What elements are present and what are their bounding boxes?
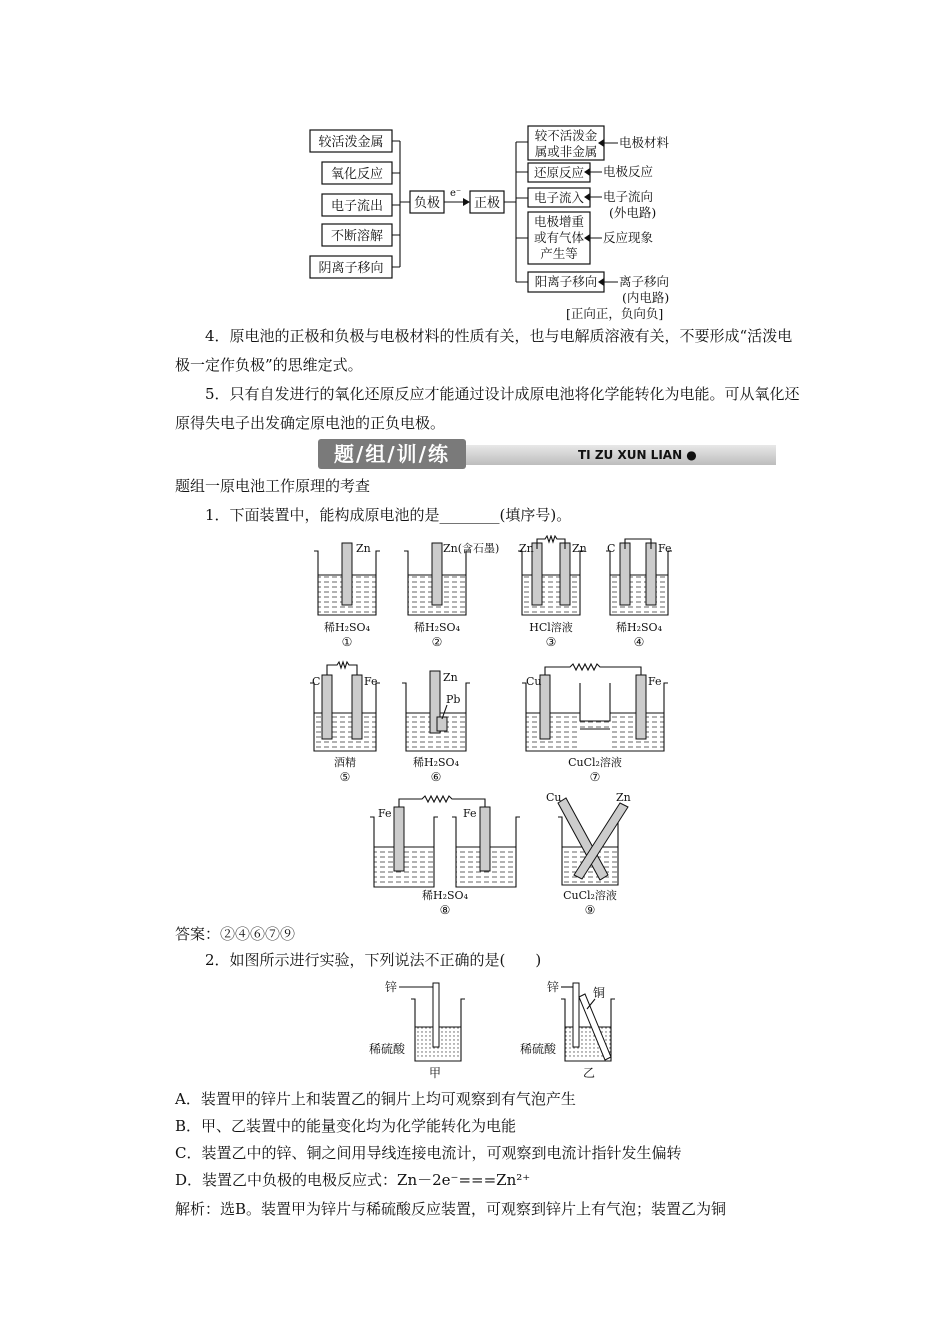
apparatus-figure [300, 535, 680, 920]
svg-text:⑤: ⑤ [339, 770, 351, 784]
svg-text:电子流出: 电子流出 [330, 199, 384, 214]
svg-text:①: ① [341, 635, 353, 649]
svg-text:Cu: Cu [526, 675, 542, 688]
svg-text:④: ④ [633, 635, 645, 649]
svg-text:锌: 锌 [547, 980, 560, 994]
positive-electrode-box [470, 191, 504, 213]
svg-text:⑧: ⑧ [439, 903, 451, 917]
svg-text:较不活泼金: 较不活泼金 [534, 128, 598, 143]
analysis: 解析：选B。装置甲为锌片与稀硫酸反应装置，可观察到锌片上有气泡；装置乙为铜 [175, 1200, 727, 1218]
option-a: A．装置甲的锌片上和装置乙的铜片上均可观察到有气泡产生 [175, 1090, 576, 1108]
svg-text:Zn: Zn [519, 542, 534, 555]
svg-text:③: ③ [545, 635, 557, 649]
svg-text:⑨: ⑨ [584, 903, 596, 917]
option-b: B．甲、乙装置中的能量变化均为化学能转化为电能 [175, 1117, 517, 1135]
apparatus-8 [370, 796, 520, 917]
right-box-reduction [528, 163, 590, 182]
svg-text:电子流向: 电子流向 [603, 189, 654, 204]
svg-text:稀H₂SO₄: 稀H₂SO₄ [413, 756, 459, 769]
svg-text:氧化反应: 氧化反应 [330, 167, 384, 182]
svg-text:Fe: Fe [658, 542, 672, 555]
svg-text:阳离子移向: 阳离子移向 [534, 274, 598, 289]
right-box-cation [528, 272, 604, 292]
banner-title: 题/组/训/练 [318, 439, 466, 469]
option-c: C．装置乙中的锌、铜之间用导线连接电流计，可观察到电流计指针发生偏转 [175, 1144, 682, 1162]
svg-text:电极反应: 电极反应 [603, 164, 654, 179]
svg-text:稀硫酸: 稀硫酸 [369, 1042, 406, 1056]
svg-text:或有气体: 或有气体 [533, 230, 585, 245]
svg-text:乙: 乙 [583, 1066, 596, 1080]
svg-text:稀H₂SO₄: 稀H₂SO₄ [414, 621, 460, 634]
question-2: 2．如图所示进行实验，下列说法不正确的是( ) [205, 951, 542, 969]
point-5: 5．只有自发进行的氧化还原反应才能通过设计成原电池将化学能转化为电能。可从氧化还原得失电子出发确定原电池的正负电极。 [175, 385, 800, 432]
svg-text:CuCl₂溶液: CuCl₂溶液 [568, 756, 622, 769]
svg-text:铜: 铜 [593, 986, 606, 1000]
zinc-copper-figure [365, 975, 635, 1085]
svg-text:较活泼金属: 较活泼金属 [318, 135, 384, 150]
banner-subtitle: TI ZU XUN LIAN ● [578, 448, 697, 462]
svg-text:酒精: 酒精 [334, 756, 356, 769]
svg-text:⑥: ⑥ [430, 770, 442, 784]
svg-text:Fe: Fe [648, 675, 662, 688]
right-box-electron-in [528, 188, 590, 207]
svg-text:Zn: Zn [572, 542, 587, 555]
svg-text:电子流入: 电子流入 [533, 190, 585, 205]
svg-text:C: C [607, 542, 616, 555]
svg-text:Zn(含石墨): Zn(含石墨) [443, 542, 500, 555]
point-4: 4．原电池的正极和负极与电极材料的性质有关，也与电解质溶液有关，不要形成“活泼电极一定作负极”的思维定式。 [175, 327, 793, 374]
svg-text:②: ② [431, 635, 443, 649]
left-box-2 [322, 162, 392, 184]
svg-text:反应现象: 反应现象 [603, 230, 654, 245]
svg-text:HCl溶液: HCl溶液 [529, 621, 573, 634]
beaker-jia [369, 979, 465, 1080]
svg-text:离子移向: 离子移向 [619, 274, 670, 289]
svg-text:锌: 锌 [385, 980, 398, 994]
svg-text:Fe: Fe [463, 807, 477, 820]
svg-text:正极: 正极 [473, 196, 501, 211]
electrode-concept-diagram [300, 120, 700, 325]
svg-text:Fe: Fe [364, 675, 378, 688]
svg-text:(外电路): (外电路) [609, 205, 657, 220]
apparatus-3 [518, 536, 587, 649]
svg-text:属或非金属: 属或非金属 [534, 144, 598, 159]
svg-text:负极: 负极 [413, 196, 441, 211]
apparatus-4 [606, 539, 672, 649]
svg-text:还原反应: 还原反应 [533, 165, 585, 180]
answer-1: 答案：②④⑥⑦⑨ [175, 925, 296, 943]
negative-electrode-box [410, 191, 444, 213]
svg-text:⑦: ⑦ [589, 770, 601, 784]
svg-text:稀硫酸: 稀硫酸 [520, 1042, 557, 1056]
svg-text:电极增重: 电极增重 [533, 214, 585, 229]
svg-text:稀H₂SO₄: 稀H₂SO₄ [616, 621, 662, 634]
apparatus-2 [404, 541, 499, 649]
apparatus-7 [522, 664, 668, 784]
svg-text:产生等: 产生等 [540, 246, 578, 261]
beaker-yi [520, 979, 615, 1080]
svg-text:Fe: Fe [378, 807, 392, 820]
svg-text:Zn: Zn [616, 791, 631, 804]
svg-text:CuCl₂溶液: CuCl₂溶液 [563, 889, 617, 902]
left-box-4 [322, 224, 392, 246]
apparatus-9 [546, 791, 631, 917]
svg-text:Pb: Pb [446, 693, 461, 706]
svg-text:甲: 甲 [429, 1066, 442, 1080]
apparatus-5 [310, 662, 380, 784]
right-box-phenomenon [528, 212, 590, 264]
svg-text:电极材料: 电极材料 [619, 135, 670, 150]
option-d: D．装置乙中负极的电极反应式：Zn－2e⁻===Zn²⁺ [175, 1171, 531, 1189]
svg-text:C: C [312, 675, 321, 688]
svg-text:Cu: Cu [546, 791, 562, 804]
svg-text:稀H₂SO₄: 稀H₂SO₄ [422, 889, 468, 902]
apparatus-6 [402, 671, 470, 784]
svg-text:e⁻: e⁻ [450, 188, 462, 199]
svg-text:稀H₂SO₄: 稀H₂SO₄ [324, 621, 370, 634]
svg-text:不断溶解: 不断溶解 [330, 229, 384, 244]
svg-text:[正向正，负向负]: [正向正，负向负] [566, 306, 664, 321]
left-box-5 [310, 256, 392, 278]
apparatus-1 [314, 542, 380, 649]
svg-text:Zn: Zn [443, 671, 458, 684]
group-title: 题组一原电池工作原理的考查 [175, 477, 371, 495]
left-box-3 [322, 194, 392, 216]
question-1: 1．下面装置中，能构成原电池的是________(填序号)。 [205, 506, 572, 524]
svg-text:(内电路): (内电路) [622, 290, 670, 305]
left-box-1 [310, 130, 392, 152]
svg-text:Zn: Zn [356, 542, 371, 555]
svg-text:阴离子移向: 阴离子移向 [318, 261, 384, 276]
right-box-material [528, 126, 604, 160]
